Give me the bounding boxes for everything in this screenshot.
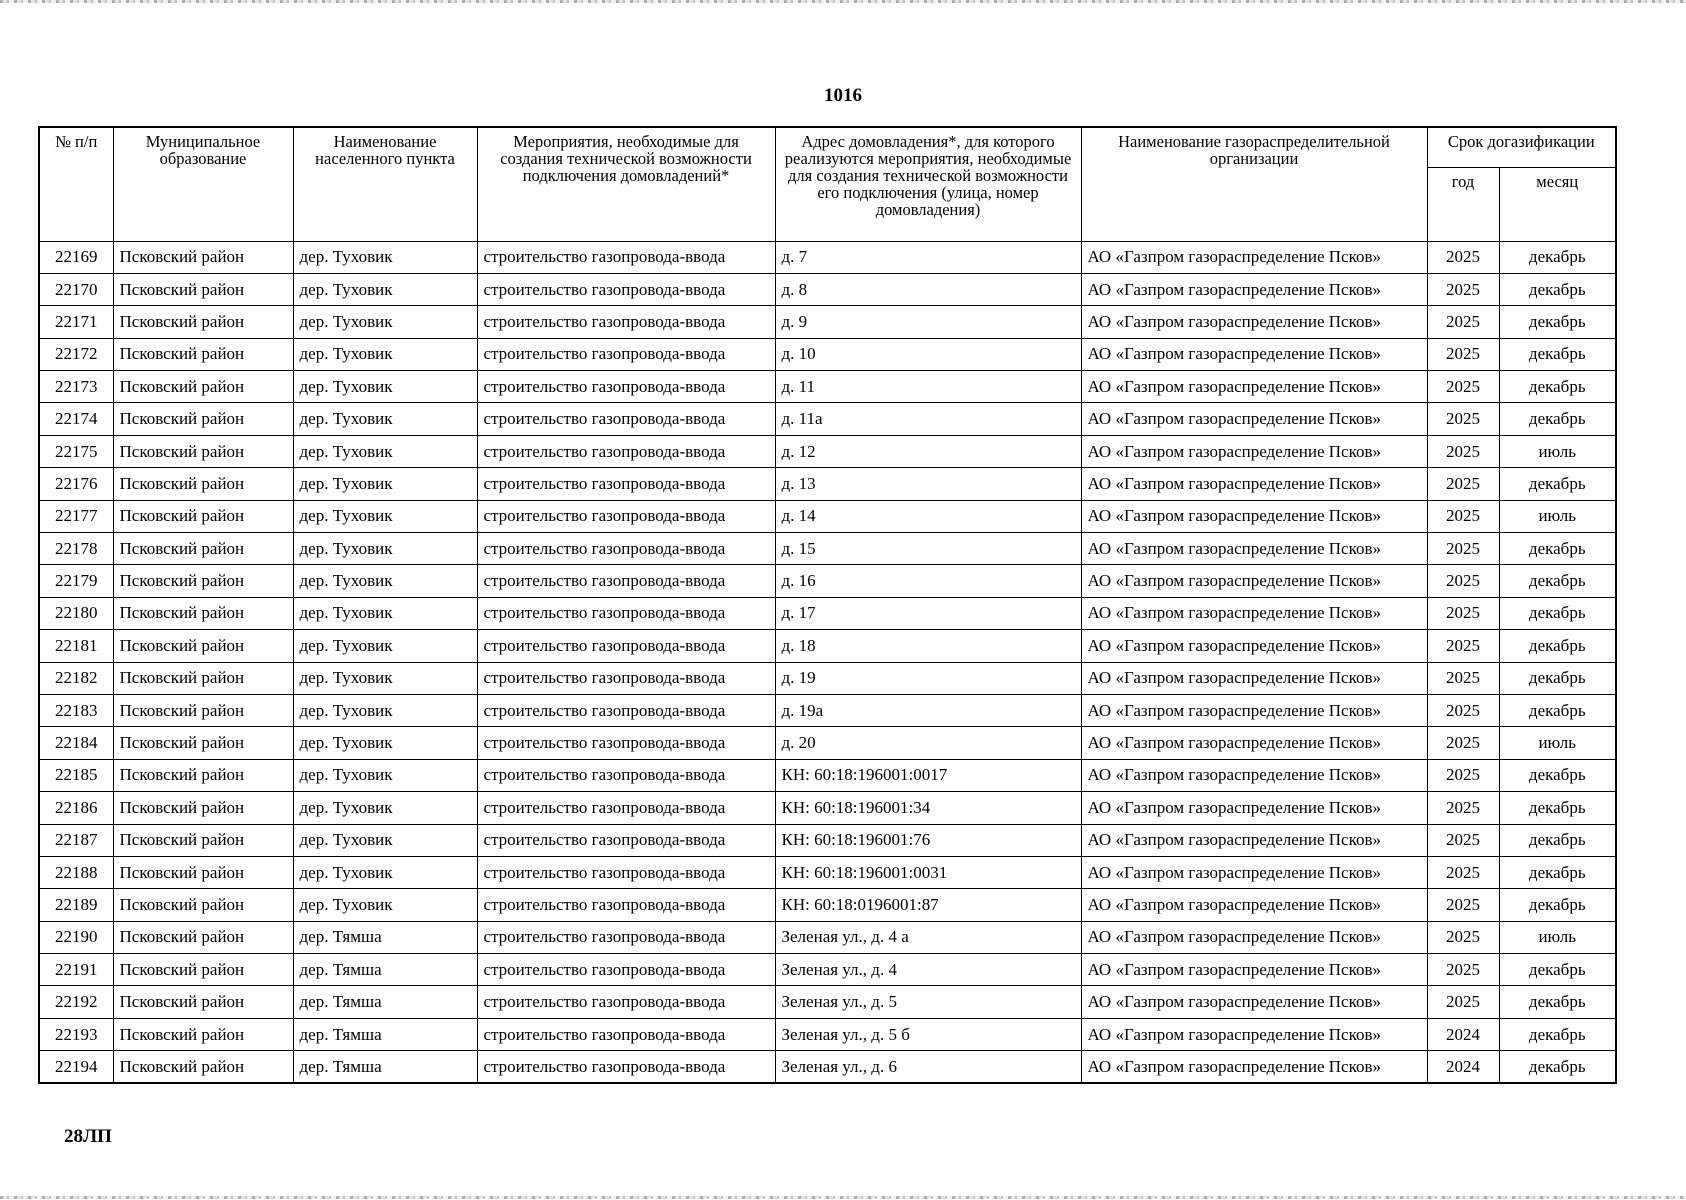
cell-year: 2025 [1427,889,1499,921]
cell-measure: строительство газопровода-ввода [477,1051,775,1083]
cell-num: 22182 [39,662,113,694]
cell-settlement: дер. Туховик [293,371,477,403]
cell-measure: строительство газопровода-ввода [477,1018,775,1050]
cell-year: 2025 [1427,371,1499,403]
cell-address: КН: 60:18:196001:34 [775,792,1081,824]
cell-settlement: дер. Туховик [293,856,477,888]
cell-address: д. 18 [775,630,1081,662]
cell-month: декабрь [1499,338,1616,370]
cell-year: 2025 [1427,954,1499,986]
cell-gas-org: АО «Газпром газораспределение Псков» [1081,954,1427,986]
cell-gas-org: АО «Газпром газораспределение Псков» [1081,889,1427,921]
cell-year: 2024 [1427,1051,1499,1083]
cell-num: 22190 [39,921,113,953]
cell-measure: строительство газопровода-ввода [477,759,775,791]
cell-measure: строительство газопровода-ввода [477,792,775,824]
gasification-table [38,126,1617,1084]
cell-measure: строительство газопровода-ввода [477,500,775,532]
cell-gas-org: АО «Газпром газораспределение Псков» [1081,306,1427,338]
table-row [39,241,1616,273]
cell-year: 2025 [1427,241,1499,273]
cell-measure: строительство газопровода-ввода [477,468,775,500]
cell-year: 2025 [1427,630,1499,662]
cell-settlement: дер. Туховик [293,565,477,597]
cell-month: декабрь [1499,533,1616,565]
cell-num: 22174 [39,403,113,435]
cell-month: декабрь [1499,241,1616,273]
cell-measure: строительство газопровода-ввода [477,597,775,629]
table-row [39,565,1616,597]
cell-year: 2025 [1427,921,1499,953]
cell-gas-org: АО «Газпром газораспределение Псков» [1081,921,1427,953]
table-row [39,856,1616,888]
cell-num: 22194 [39,1051,113,1083]
cell-settlement: дер. Туховик [293,662,477,694]
table-row [39,954,1616,986]
cell-address: д. 14 [775,500,1081,532]
cell-measure: строительство газопровода-ввода [477,856,775,888]
table-row [39,533,1616,565]
header-measures: Мероприятия, необходимые для создания технической возможности подключения домовладений* [477,127,775,241]
cell-month: июль [1499,727,1616,759]
cell-settlement: дер. Туховик [293,694,477,726]
cell-address: КН: 60:18:0196001:87 [775,889,1081,921]
cell-year: 2025 [1427,338,1499,370]
cell-gas-org: АО «Газпром газораспределение Псков» [1081,371,1427,403]
table-row [39,338,1616,370]
cell-num: 22185 [39,759,113,791]
cell-year: 2025 [1427,856,1499,888]
cell-year: 2025 [1427,792,1499,824]
table-row [39,889,1616,921]
cell-municipality: Псковский район [113,306,293,338]
cell-address: д. 20 [775,727,1081,759]
cell-num: 22191 [39,954,113,986]
cell-address: Зеленая ул., д. 4 [775,954,1081,986]
cell-settlement: дер. Туховик [293,273,477,305]
cell-month: декабрь [1499,371,1616,403]
cell-num: 22178 [39,533,113,565]
cell-num: 22175 [39,435,113,467]
cell-municipality: Псковский район [113,1051,293,1083]
cell-measure: строительство газопровода-ввода [477,824,775,856]
cell-month: декабрь [1499,597,1616,629]
header-municipality: Муниципальное образование [113,127,293,241]
cell-address: Зеленая ул., д. 5 б [775,1018,1081,1050]
cell-measure: строительство газопровода-ввода [477,727,775,759]
cell-measure: строительство газопровода-ввода [477,435,775,467]
cell-municipality: Псковский район [113,533,293,565]
cell-address: д. 8 [775,273,1081,305]
cell-municipality: Псковский район [113,1018,293,1050]
cell-address: д. 13 [775,468,1081,500]
table-row [39,403,1616,435]
cell-municipality: Псковский район [113,759,293,791]
cell-month: декабрь [1499,1051,1616,1083]
cell-measure: строительство газопровода-ввода [477,371,775,403]
cell-address: д. 12 [775,435,1081,467]
cell-gas-org: АО «Газпром газораспределение Псков» [1081,565,1427,597]
cell-settlement: дер. Туховик [293,889,477,921]
cell-year: 2024 [1427,1018,1499,1050]
cell-gas-org: АО «Газпром газораспределение Псков» [1081,824,1427,856]
cell-settlement: дер. Туховик [293,630,477,662]
cell-settlement: дер. Туховик [293,403,477,435]
header-year: год [1427,167,1499,241]
cell-month: июль [1499,435,1616,467]
cell-measure: строительство газопровода-ввода [477,306,775,338]
cell-municipality: Псковский район [113,435,293,467]
cell-num: 22173 [39,371,113,403]
cell-address: д. 7 [775,241,1081,273]
cell-address: Зеленая ул., д. 5 [775,986,1081,1018]
header-month: месяц [1499,167,1616,241]
cell-year: 2025 [1427,759,1499,791]
cell-num: 22179 [39,565,113,597]
cell-measure: строительство газопровода-ввода [477,241,775,273]
cell-year: 2025 [1427,306,1499,338]
cell-num: 22192 [39,986,113,1018]
cell-gas-org: АО «Газпром газораспределение Псков» [1081,597,1427,629]
cell-year: 2025 [1427,500,1499,532]
cell-month: декабрь [1499,954,1616,986]
table-row [39,500,1616,532]
cell-month: декабрь [1499,403,1616,435]
cell-address: д. 17 [775,597,1081,629]
cell-settlement: дер. Туховик [293,824,477,856]
cell-year: 2025 [1427,694,1499,726]
cell-year: 2025 [1427,986,1499,1018]
cell-address: КН: 60:18:196001:76 [775,824,1081,856]
cell-settlement: дер. Тямша [293,1018,477,1050]
cell-year: 2025 [1427,597,1499,629]
cell-month: декабрь [1499,662,1616,694]
cell-gas-org: АО «Газпром газораспределение Псков» [1081,986,1427,1018]
cell-measure: строительство газопровода-ввода [477,565,775,597]
cell-num: 22180 [39,597,113,629]
header-num: № п/п [39,127,113,241]
cell-municipality: Псковский район [113,662,293,694]
cell-gas-org: АО «Газпром газораспределение Псков» [1081,630,1427,662]
cell-address: КН: 60:18:196001:0031 [775,856,1081,888]
cell-measure: строительство газопровода-ввода [477,662,775,694]
header-address: Адрес домовладения*, для которого реализуются мероприятия, необходимые для создания технической возможности его подключения (улица, номер домовладения) [775,127,1081,241]
cell-settlement: дер. Туховик [293,500,477,532]
cell-municipality: Псковский район [113,856,293,888]
cell-measure: строительство газопровода-ввода [477,921,775,953]
cell-num: 22171 [39,306,113,338]
cell-year: 2025 [1427,533,1499,565]
cell-month: декабрь [1499,565,1616,597]
cell-address: д. 19 [775,662,1081,694]
table-row [39,1051,1616,1083]
cell-num: 22176 [39,468,113,500]
cell-gas-org: АО «Газпром газораспределение Псков» [1081,1018,1427,1050]
cell-month: декабрь [1499,856,1616,888]
cell-num: 22193 [39,1018,113,1050]
cell-address: д. 11а [775,403,1081,435]
cell-gas-org: АО «Газпром газораспределение Псков» [1081,727,1427,759]
cell-municipality: Псковский район [113,468,293,500]
cell-gas-org: АО «Газпром газораспределение Псков» [1081,856,1427,888]
table-row [39,1018,1616,1050]
cell-municipality: Псковский район [113,630,293,662]
cell-gas-org: АО «Газпром газораспределение Псков» [1081,435,1427,467]
cell-settlement: дер. Туховик [293,792,477,824]
cell-month: декабрь [1499,986,1616,1018]
cell-gas-org: АО «Газпром газораспределение Псков» [1081,759,1427,791]
cell-num: 22172 [39,338,113,370]
cell-measure: строительство газопровода-ввода [477,338,775,370]
cell-municipality: Псковский район [113,565,293,597]
page-number: 1016 [824,85,862,106]
cell-month: декабрь [1499,630,1616,662]
cell-municipality: Псковский район [113,500,293,532]
cell-num: 22181 [39,630,113,662]
cell-year: 2025 [1427,403,1499,435]
cell-address: КН: 60:18:196001:0017 [775,759,1081,791]
cell-municipality: Псковский район [113,824,293,856]
footer-code: 28ЛП [64,1126,112,1147]
cell-gas-org: АО «Газпром газораспределение Псков» [1081,662,1427,694]
cell-municipality: Псковский район [113,371,293,403]
cell-measure: строительство газопровода-ввода [477,630,775,662]
table-row [39,694,1616,726]
cell-num: 22184 [39,727,113,759]
cell-address: д. 11 [775,371,1081,403]
table-body [39,241,1616,1083]
cell-gas-org: АО «Газпром газораспределение Псков» [1081,468,1427,500]
cell-num: 22186 [39,792,113,824]
cell-num: 22169 [39,241,113,273]
cell-num: 22187 [39,824,113,856]
cell-num: 22183 [39,694,113,726]
cell-municipality: Псковский район [113,792,293,824]
cell-address: д. 15 [775,533,1081,565]
cell-gas-org: АО «Газпром газораспределение Псков» [1081,533,1427,565]
cell-gas-org: АО «Газпром газораспределение Псков» [1081,241,1427,273]
cell-municipality: Псковский район [113,727,293,759]
cell-settlement: дер. Туховик [293,241,477,273]
cell-month: декабрь [1499,759,1616,791]
cell-settlement: дер. Туховик [293,597,477,629]
cell-num: 22177 [39,500,113,532]
table-row [39,306,1616,338]
table-row [39,597,1616,629]
header-term: Срок догазификации [1427,127,1616,167]
cell-settlement: дер. Туховик [293,727,477,759]
cell-municipality: Псковский район [113,403,293,435]
table-row [39,986,1616,1018]
cell-gas-org: АО «Газпром газораспределение Псков» [1081,1051,1427,1083]
cell-month: декабрь [1499,468,1616,500]
cell-settlement: дер. Туховик [293,533,477,565]
cell-year: 2025 [1427,727,1499,759]
table-row [39,792,1616,824]
cell-address: Зеленая ул., д. 6 [775,1051,1081,1083]
cell-month: декабрь [1499,824,1616,856]
cell-address: Зеленая ул., д. 4 а [775,921,1081,953]
cell-municipality: Псковский район [113,986,293,1018]
table-row [39,371,1616,403]
table-row [39,435,1616,467]
cell-municipality: Псковский район [113,273,293,305]
cell-measure: строительство газопровода-ввода [477,694,775,726]
table-row [39,630,1616,662]
cell-month: декабрь [1499,889,1616,921]
cell-month: июль [1499,921,1616,953]
cell-settlement: дер. Туховик [293,468,477,500]
cell-municipality: Псковский район [113,338,293,370]
table-row [39,759,1616,791]
cell-address: д. 19а [775,694,1081,726]
cell-settlement: дер. Туховик [293,306,477,338]
table-row [39,921,1616,953]
cell-month: декабрь [1499,694,1616,726]
cell-measure: строительство газопровода-ввода [477,954,775,986]
cell-address: д. 9 [775,306,1081,338]
cell-settlement: дер. Туховик [293,338,477,370]
cell-settlement: дер. Тямша [293,921,477,953]
cell-gas-org: АО «Газпром газораспределение Псков» [1081,792,1427,824]
cell-month: декабрь [1499,273,1616,305]
cell-municipality: Псковский район [113,241,293,273]
cell-month: июль [1499,500,1616,532]
cell-measure: строительство газопровода-ввода [477,533,775,565]
cell-month: декабрь [1499,792,1616,824]
scan-edge-top [0,0,1686,3]
cell-municipality: Псковский район [113,597,293,629]
cell-gas-org: АО «Газпром газораспределение Псков» [1081,694,1427,726]
cell-gas-org: АО «Газпром газораспределение Псков» [1081,500,1427,532]
cell-settlement: дер. Туховик [293,759,477,791]
cell-measure: строительство газопровода-ввода [477,986,775,1018]
cell-municipality: Псковский район [113,921,293,953]
cell-year: 2025 [1427,565,1499,597]
cell-municipality: Псковский район [113,954,293,986]
cell-num: 22189 [39,889,113,921]
cell-year: 2025 [1427,662,1499,694]
cell-month: декабрь [1499,306,1616,338]
cell-measure: строительство газопровода-ввода [477,889,775,921]
cell-measure: строительство газопровода-ввода [477,273,775,305]
cell-municipality: Псковский район [113,889,293,921]
table-row [39,468,1616,500]
table-row [39,824,1616,856]
scan-edge-bottom [0,1196,1686,1199]
cell-year: 2025 [1427,273,1499,305]
cell-num: 22188 [39,856,113,888]
cell-gas-org: АО «Газпром газораспределение Псков» [1081,338,1427,370]
cell-gas-org: АО «Газпром газораспределение Псков» [1081,403,1427,435]
table-row [39,662,1616,694]
cell-num: 22170 [39,273,113,305]
cell-address: д. 10 [775,338,1081,370]
cell-settlement: дер. Тямша [293,986,477,1018]
cell-settlement: дер. Туховик [293,435,477,467]
cell-settlement: дер. Тямша [293,954,477,986]
table-row [39,727,1616,759]
cell-month: декабрь [1499,1018,1616,1050]
header-gas-org: Наименование газораспределительной организации [1081,127,1427,241]
cell-municipality: Псковский район [113,694,293,726]
cell-address: д. 16 [775,565,1081,597]
cell-year: 2025 [1427,468,1499,500]
table-row [39,273,1616,305]
cell-gas-org: АО «Газпром газораспределение Псков» [1081,273,1427,305]
header-settlement: Наименование населенного пункта [293,127,477,241]
cell-year: 2025 [1427,824,1499,856]
cell-settlement: дер. Тямша [293,1051,477,1083]
cell-year: 2025 [1427,435,1499,467]
cell-measure: строительство газопровода-ввода [477,403,775,435]
